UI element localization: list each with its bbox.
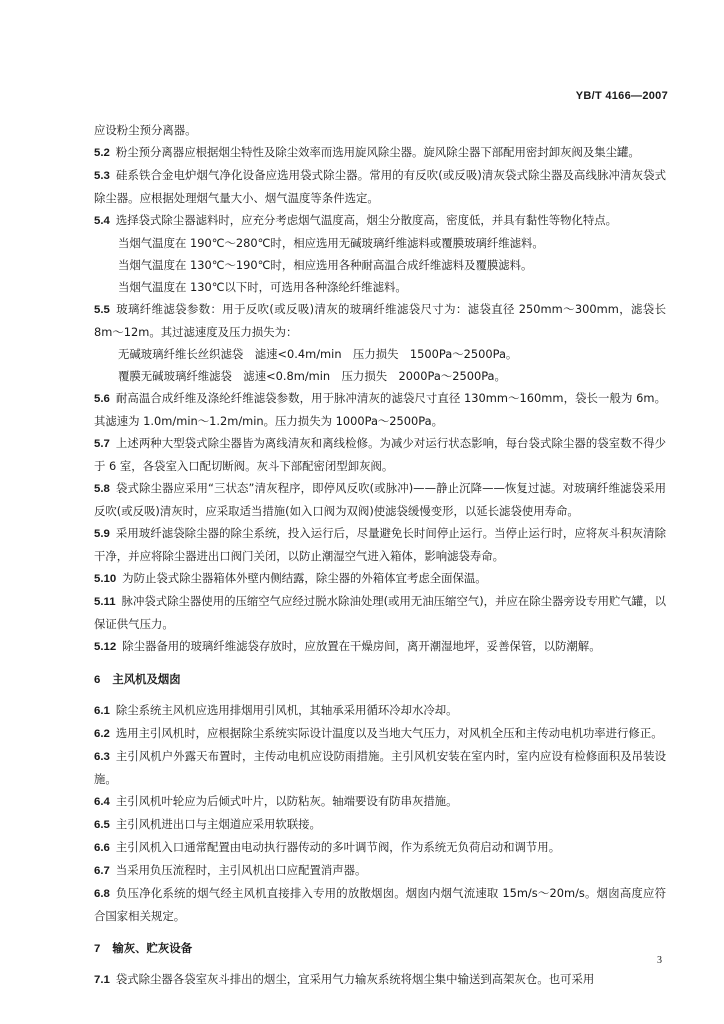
clause-5-11: 5.11 脉冲袋式除尘器使用的压缩空气应经过脱水除油处理(或用无油压缩空气)，并应在除尘器旁设专用贮气罐，以保证供气压力。: [94, 594, 666, 631]
clause-5-3: 5.3 硅系铁合金电炉烟气净化设备应选用袋式除尘器。常用的有反吹(或反吸)清灰袋式除尘器及高线脉冲清灰袋式除尘器。应根据处理烟气量大小、烟气温度等条件选定。: [94, 168, 666, 205]
clause-6-3: 6.3 主引风机户外露天布置时，主传动电机应设防雨措施。主引风机安装在室内时，室内应设有检修面积及吊装设施。: [94, 749, 666, 786]
page-number: 3: [657, 955, 662, 966]
clause-5-4-item-2: 当烟气温度在 130℃～190℃时，相应选用各种耐高温合成纤维滤料及覆膜滤料。: [118, 258, 533, 272]
clause-5-10: 5.10 为防止袋式除尘器箱体外壁内侧结露，除尘器的外箱体宜考虑全面保温。: [94, 571, 487, 585]
clause-5-6: 5.6 耐高温合成纤维及涤纶纤维滤袋参数，用于脉冲清灰的滤袋尺寸直径 130mm～160mm，袋长一般为 6m。其滤速为 1.0m/min～1.2m/min。压力损失为 1000Pa～2500Pa。: [94, 391, 666, 428]
clause-6-6: 6.6 主引风机入口通常配置由电动执行器传动的多叶调节阀，作为系统无负荷启动和调节用。: [94, 840, 561, 854]
section-7-heading: 7 输灰、贮灰设备: [94, 941, 193, 955]
clause-5-5: 5.5 玻璃纤维滤袋参数：用于反吹(或反吸)清灰的玻璃纤维滤袋尺寸为：滤袋直径 250mm～300mm，滤袋长 8m～12m。其过滤速度及压力损失为：: [94, 302, 666, 339]
clause-5-4-item-3: 当烟气温度在 130℃以下时，可选用各种涤纶纤维滤料。: [118, 280, 407, 294]
clause-6-2: 6.2 选用主引风机时，应根据除尘系统实际设计温度以及当地大气压力，对风机全压和主传动电机功率进行修正。: [94, 726, 663, 740]
clause-7-1: 7.1 袋式除尘器各袋室灰斗排出的烟尘，宜采用气力输灰系统将烟尘集中输送到高架灰仓。也可采用: [94, 972, 595, 986]
clause-6-5: 6.5 主引风机进出口与主烟道应采用软联接。: [94, 817, 321, 831]
clause-5-12: 5.12 除尘器备用的玻璃纤维滤袋存放时，应放置在干燥房间，离开潮湿地坪，妥善保管，以防潮解。: [94, 639, 601, 653]
clause-6-8: 6.8 负压净化系统的烟气经主风机直接排入专用的放散烟囱。烟囱内烟气流速取 15m/s～20m/s。烟囱高度应符合国家相关规定。: [94, 886, 666, 923]
clause-5-5-item-1: 无碱玻璃纤维长丝织滤袋 滤速<0.4m/min 压力损失 1500Pa～2500Pa。: [118, 347, 518, 361]
clause-5-2: 5.2 粉尘预分离器应根据烟尘特性及除尘效率而选用旋风除尘器。旋风除尘器下部配用密封卸灰阀及集尘罐。: [94, 145, 640, 159]
clause-5-7: 5.7 上述两种大型袋式除尘器皆为离线清灰和离线检修。为减少对运行状态影响，每台袋式除尘器的袋室数不得少于 6 室，各袋室入口配切断阀。灰斗下部配密闭型卸灰阀。: [94, 436, 666, 473]
clause-6-7: 6.7 当采用负压流程时，主引风机出口应配置消声器。: [94, 863, 367, 877]
clause-5-5-item-2: 覆膜无碱玻璃纤维滤袋 滤速<0.8m/min 压力损失 2000Pa～2500Pa。: [118, 369, 506, 383]
section-6-heading: 6 主风机及烟囱: [94, 672, 181, 686]
paragraph-continued: 应设粉尘预分离器。: [94, 123, 197, 137]
clause-5-4-item-1: 当烟气温度在 190℃～280℃时，相应选用无碱玻璃纤维滤料或覆膜玻璃纤维滤料。: [118, 236, 544, 250]
clause-5-9: 5.9 采用玻纤滤袋除尘器的除尘系统，投入运行后，尽量避免长时间停止运行。当停止运行时，应将灰斗积灰清除干净，并应将除尘器进出口阀门关闭，以防止潮湿空气进入箱体，影响滤袋寿命。: [94, 526, 666, 563]
document-body: [94, 119, 666, 991]
clause-5-4: 5.4 选择袋式除尘器滤料时，应充分考虑烟气温度高，烟尘分散度高，密度低，并具有黏性等物化特点。: [94, 213, 618, 227]
clause-6-1: 6.1 除尘系统主风机应选用排烟用引风机，其轴承采用循环冷却水冷却。: [94, 703, 458, 717]
clause-5-8: 5.8 袋式除尘器应采用“三状态”清灰程序，即停风反吹(或脉冲)——静止沉降——恢复过滤。对玻璃纤维滤袋采用反吹(或反吸)清灰时，应采取适当措施(如入口阀为双阀)使滤袋缓慢变形，以延长滤袋使用寿命。: [94, 481, 666, 518]
clause-6-4: 6.4 主引风机叶轮应为后倾式叶片，以防粘灰。轴端要设有防串灰措施。: [94, 794, 458, 808]
standard-number: YB/T 4166—2007: [575, 90, 668, 102]
